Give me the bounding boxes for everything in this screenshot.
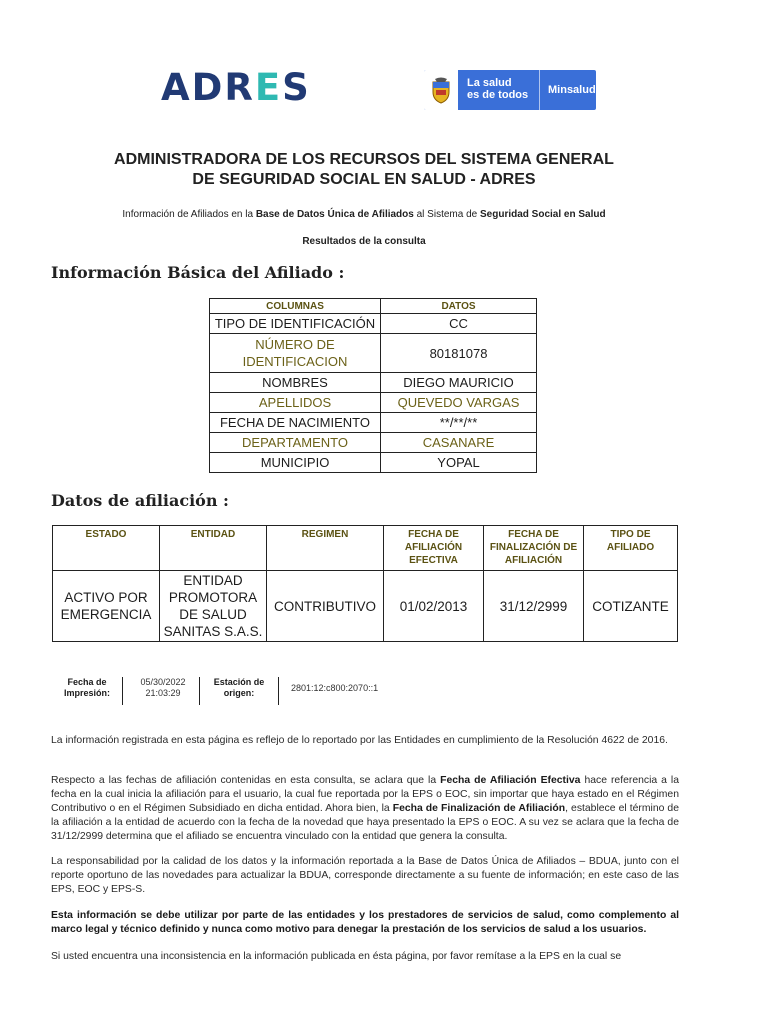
- p2-e: , establece el término de la afiliación a la entidad de acuerdo con la fecha de la novedad que haya presentado la EPS o EOC. A su vez se aclara que la fecha de 31/12/2999 determina que el afiliado se encuentra vinculado con la entidad que genera la consulta.: [51, 803, 679, 842]
- table-row: [210, 373, 537, 393]
- row-value: YOPAL: [381, 453, 537, 473]
- subtitle-d: Seguridad Social en Salud: [480, 209, 606, 220]
- paragraph-1: La información registrada en esta página es reflejo de lo reportado por las Entidades en cumplimiento de la Resolución 4622 de 2016.: [51, 735, 668, 746]
- paragraph-5: Si usted encuentra una inconsistencia en la información publicada en ésta página, por favor remítase a la EPS en la cual se: [51, 951, 622, 962]
- subtitle-c: al Sistema de: [413, 209, 480, 220]
- p2-c: hace referencia a la fecha en la cual inicia la afiliación para el usuario, la cual fue reportada por la EPS o EOC, sin importar que haya estado en el Régimen Contributivo o en el Régimen Subsidiado en dicha entidad. Ahora bien, la: [51, 775, 679, 814]
- print-date-label: Fecha de Impresión:: [64, 677, 111, 698]
- column-header-columnas: COLUMNAS: [210, 299, 381, 314]
- table-row: [53, 571, 678, 642]
- title-line2: DE SEGURIDAD SOCIAL EN SALUD - ADRES: [192, 171, 536, 188]
- print-info: [64, 677, 378, 705]
- table-row: [210, 314, 537, 334]
- row-value: DIEGO MAURICIO: [381, 373, 537, 393]
- results-label: Resultados de la consulta: [302, 236, 426, 247]
- p2-d: Fecha de Finalización de Afiliación: [392, 803, 566, 814]
- basic-info-table: [209, 298, 537, 473]
- paragraph-3: La responsabilidad por la calidad de los datos y la información reportada a la Base de Datos Única de Afiliados – BDUA, junto con el reporte oportuno de las novedades para actualizar la BDUA, corresponde directamente a su fuente de información; en este caso de las EPS, EOC y EPS-S.: [51, 856, 679, 895]
- table-header-row: [53, 526, 678, 571]
- minsalud-slogan: [458, 70, 540, 110]
- row-label: MUNICIPIO: [210, 453, 381, 473]
- row-label: DEPARTAMENTO: [210, 433, 381, 453]
- column-header-regimen: REGIMEN: [267, 526, 384, 571]
- coat-of-arms-icon: [424, 70, 458, 110]
- paragraph-4: Esta información se debe utilizar por parte de las entidades y los prestadores de servicios de salud, como complemento al marco legal y técnico definido y nunca como motivo para denegar la prestación de los servicios de salud a los usuarios.: [51, 910, 679, 935]
- row-label: APELLIDOS: [210, 393, 381, 413]
- column-header-datos: DATOS: [381, 299, 537, 314]
- adres-logo: [161, 66, 311, 109]
- adres-logo-part2: S: [282, 66, 311, 109]
- table-row: [210, 334, 537, 373]
- row-value: CC: [381, 314, 537, 334]
- row-label: NOMBRES: [210, 373, 381, 393]
- p2-a: Respecto a las fechas de afiliación contenidas en esta consulta, se aclara que la: [51, 775, 441, 786]
- affiliation-table: [52, 525, 678, 642]
- minsalud-logo: [424, 70, 596, 110]
- minsalud-brand: Minsalud: [548, 84, 596, 96]
- table-row: [210, 413, 537, 433]
- cell-fecha-afiliacion: 01/02/2013: [384, 571, 484, 642]
- print-date-value: 05/30/2022 21:03:29: [140, 677, 186, 698]
- divider: [278, 677, 279, 705]
- row-value: 80181078: [381, 334, 537, 373]
- column-header-tipo-afiliado: TIPO DE AFILIADO: [584, 526, 678, 571]
- divider: [122, 677, 123, 705]
- slogan-line2: es de todos: [467, 89, 529, 101]
- adres-logo-accent: E: [254, 66, 283, 109]
- table-row: [210, 393, 537, 413]
- row-label: FECHA DE NACIMIENTO: [210, 413, 381, 433]
- column-header-estado: ESTADO: [53, 526, 160, 571]
- row-label: NÚMERO DE IDENTIFICACION: [210, 334, 381, 373]
- row-value: **/**/**: [381, 413, 537, 433]
- row-value: QUEVEDO VARGAS: [381, 393, 537, 413]
- slogan-line1: La salud: [467, 77, 512, 89]
- subtitle: [0, 209, 728, 220]
- table-header-row: [210, 299, 537, 314]
- paragraph-2: [51, 774, 679, 844]
- row-label: TIPO DE IDENTIFICACIÓN: [210, 314, 381, 334]
- affiliation-heading: Datos de afiliación :: [51, 491, 229, 510]
- subtitle-a: Información de Afiliados en la: [122, 209, 256, 220]
- cell-tipo-afiliado: COTIZANTE: [584, 571, 678, 642]
- table-row: [210, 433, 537, 453]
- divider: [199, 677, 200, 705]
- column-header-fecha-finalizacion: FECHA DE FINALIZACIÓN DE AFILIACIÓN: [484, 526, 584, 571]
- table-row: [210, 453, 537, 473]
- station-label: Estación de origen:: [213, 677, 265, 698]
- station-value: 2801:12:c800:2070::1: [291, 683, 379, 693]
- cell-fecha-finalizacion: 31/12/2999: [484, 571, 584, 642]
- cell-regimen: CONTRIBUTIVO: [267, 571, 384, 642]
- cell-estado: ACTIVO POR EMERGENCIA: [53, 571, 160, 642]
- p2-b: Fecha de Afiliación Efectiva: [440, 775, 581, 786]
- cell-entidad: ENTIDAD PROMOTORA DE SALUD SANITAS S.A.S.: [160, 571, 267, 642]
- column-header-entidad: ENTIDAD: [160, 526, 267, 571]
- adres-logo-part1: ADR: [161, 66, 255, 109]
- page-title: [0, 150, 728, 190]
- basic-info-heading: Información Básica del Afiliado :: [51, 263, 345, 282]
- row-value: CASANARE: [381, 433, 537, 453]
- title-line1: ADMINISTRADORA DE LOS RECURSOS DEL SISTEMA GENERAL: [114, 151, 614, 168]
- column-header-fecha-afiliacion: FECHA DE AFILIACIÓN EFECTIVA: [384, 526, 484, 571]
- subtitle-b: Base de Datos Única de Afiliados: [255, 209, 414, 220]
